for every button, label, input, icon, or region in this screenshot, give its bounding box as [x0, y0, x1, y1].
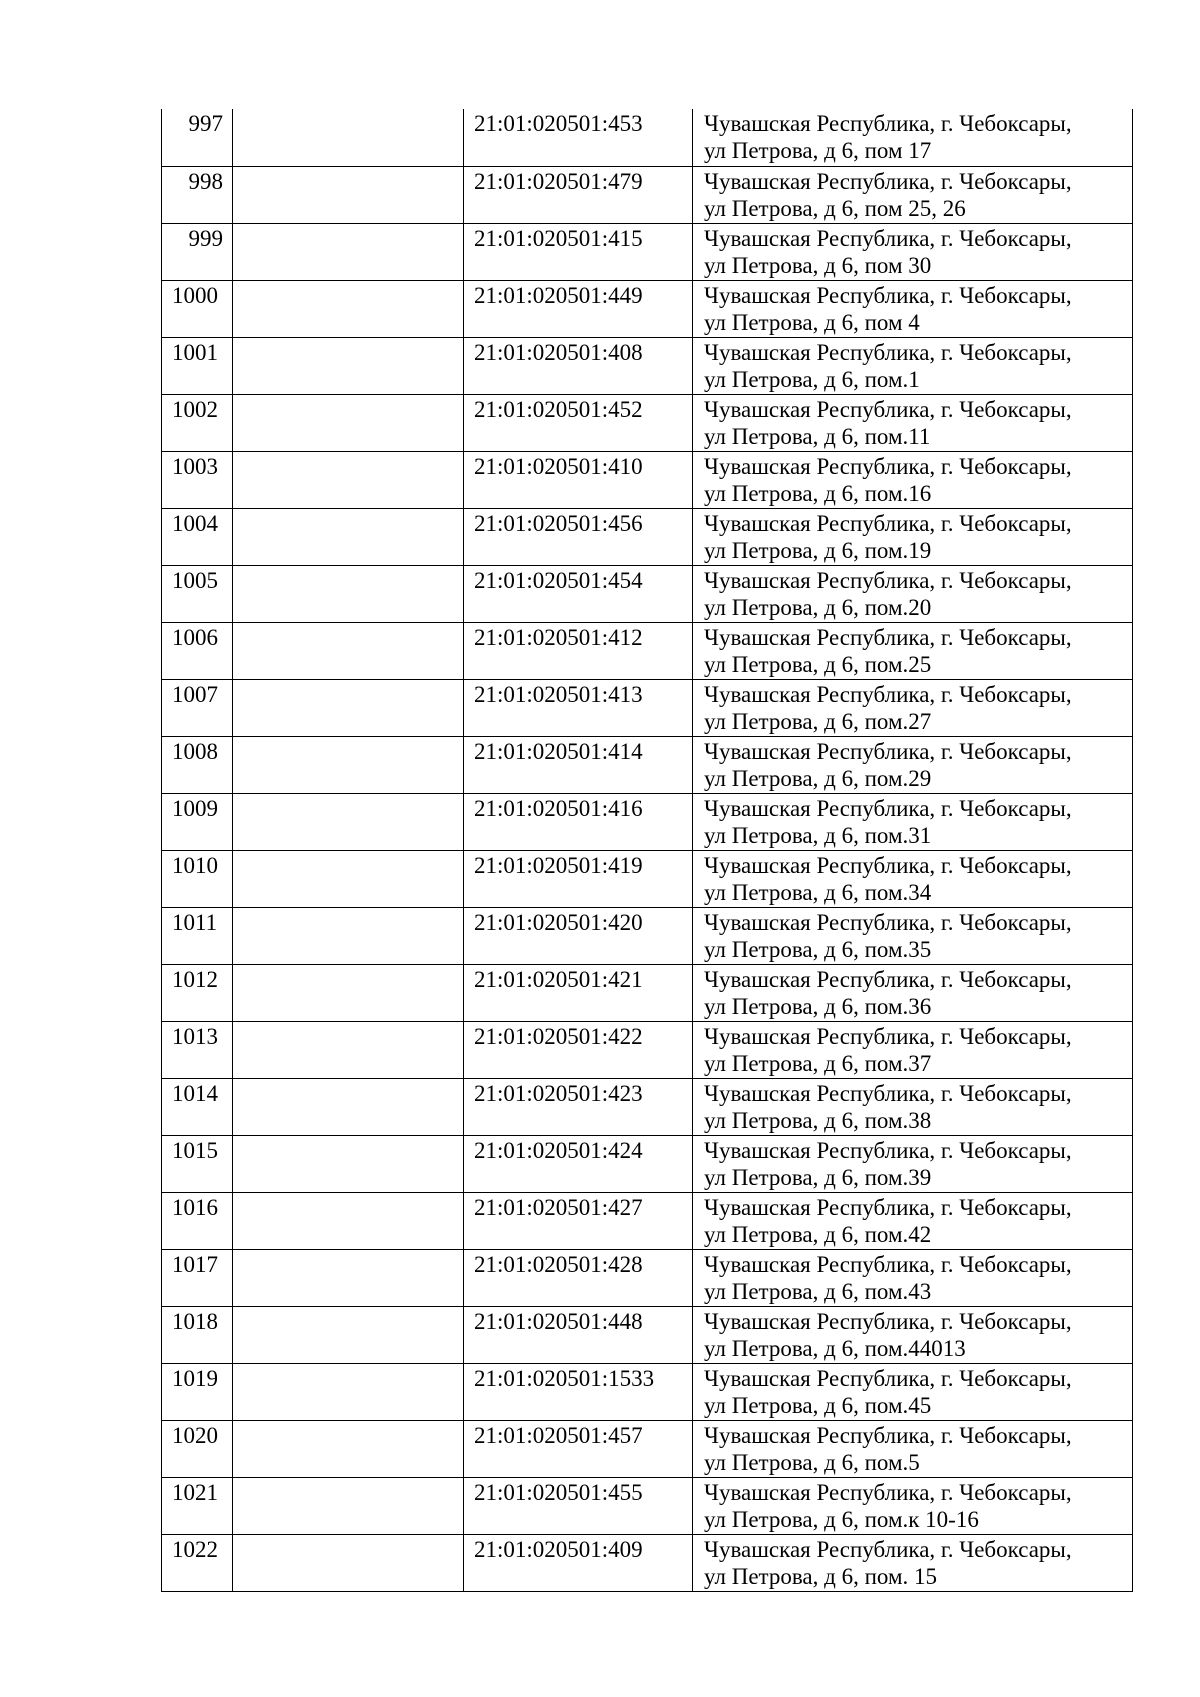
address-line-2: ул Петрова, д 6, пом.36 [704, 993, 932, 1019]
address-line-2: ул Петрова, д 6, пом.16 [704, 480, 932, 506]
table-row [162, 508, 1133, 565]
row-number: 1022 [162, 1534, 233, 1591]
cadastral-number: 21:01:020501:449 [464, 280, 693, 337]
address-line-1: Чувашская Республика, г. Чебоксары, [704, 225, 1072, 251]
address-line-1: Чувашская Республика, г. Чебоксары, [704, 282, 1072, 308]
row-number: 997 [162, 109, 233, 166]
empty-cell [233, 394, 464, 451]
empty-cell [233, 850, 464, 907]
address-line-2: ул Петрова, д 6, пом.19 [704, 537, 932, 563]
address-cell [693, 166, 1133, 223]
address-cell [693, 337, 1133, 394]
address-cell [693, 679, 1133, 736]
address-line-1: Чувашская Республика, г. Чебоксары, [704, 966, 1072, 992]
row-number: 1006 [162, 622, 233, 679]
address-cell [693, 1363, 1133, 1420]
cadastral-number: 21:01:020501:423 [464, 1078, 693, 1135]
row-number: 1005 [162, 565, 233, 622]
row-number: 1007 [162, 679, 233, 736]
address-line-2: ул Петрова, д 6, пом.20 [704, 594, 932, 620]
cadastral-number: 21:01:020501:455 [464, 1477, 693, 1534]
cadastral-number: 21:01:020501:420 [464, 907, 693, 964]
cadastral-number: 21:01:020501:453 [464, 109, 693, 166]
cadastral-number: 21:01:020501:415 [464, 223, 693, 280]
address-line-2: ул Петрова, д 6, пом.25 [704, 651, 932, 677]
address-line-1: Чувашская Республика, г. Чебоксары, [704, 738, 1072, 764]
address-cell [693, 850, 1133, 907]
address-line-2: ул Петрова, д 6, пом.29 [704, 765, 932, 791]
address-line-1: Чувашская Республика, г. Чебоксары, [704, 1023, 1072, 1049]
address-line-1: Чувашская Республика, г. Чебоксары, [704, 852, 1072, 878]
empty-cell [233, 565, 464, 622]
row-number: 1018 [162, 1306, 233, 1363]
empty-cell [233, 1249, 464, 1306]
empty-cell [233, 679, 464, 736]
address-line-2: ул Петрова, д 6, пом.31 [704, 822, 932, 848]
address-line-2: ул Петрова, д 6, пом.35 [704, 936, 932, 962]
row-number: 1004 [162, 508, 233, 565]
address-line-1: Чувашская Республика, г. Чебоксары, [704, 1479, 1072, 1505]
address-line-2: ул Петрова, д 6, пом.45 [704, 1392, 932, 1418]
property-table-body [162, 109, 1133, 1591]
empty-cell [233, 223, 464, 280]
empty-cell [233, 1306, 464, 1363]
address-cell [693, 1021, 1133, 1078]
table-row [162, 1420, 1133, 1477]
table-row [162, 793, 1133, 850]
table-row [162, 1477, 1133, 1534]
cadastral-number: 21:01:020501:427 [464, 1192, 693, 1249]
address-cell [693, 394, 1133, 451]
empty-cell [233, 964, 464, 1021]
empty-cell [233, 907, 464, 964]
address-line-2: ул Петрова, д 6, пом.39 [704, 1164, 932, 1190]
address-line-1: Чувашская Республика, г. Чебоксары, [704, 624, 1072, 650]
address-line-2: ул Петрова, д 6, пом.27 [704, 708, 932, 734]
table-row [162, 907, 1133, 964]
table-row [162, 223, 1133, 280]
table-row [162, 1534, 1133, 1591]
table-row [162, 451, 1133, 508]
address-line-1: Чувашская Республика, г. Чебоксары, [704, 168, 1072, 194]
cadastral-number: 21:01:020501:416 [464, 793, 693, 850]
row-number: 1020 [162, 1420, 233, 1477]
cadastral-number: 21:01:020501:412 [464, 622, 693, 679]
cadastral-number: 21:01:020501:1533 [464, 1363, 693, 1420]
cadastral-number: 21:01:020501:454 [464, 565, 693, 622]
empty-cell [233, 622, 464, 679]
row-number: 1015 [162, 1135, 233, 1192]
address-line-1: Чувашская Республика, г. Чебоксары, [704, 795, 1072, 821]
empty-cell [233, 1021, 464, 1078]
address-cell [693, 793, 1133, 850]
address-line-1: Чувашская Республика, г. Чебоксары, [704, 1536, 1072, 1562]
row-number: 1016 [162, 1192, 233, 1249]
address-cell [693, 1249, 1133, 1306]
row-number: 1002 [162, 394, 233, 451]
row-number: 1013 [162, 1021, 233, 1078]
address-cell [693, 1420, 1133, 1477]
address-cell [693, 736, 1133, 793]
empty-cell [233, 508, 464, 565]
table-row [162, 109, 1133, 166]
address-cell [693, 565, 1133, 622]
address-line-1: Чувашская Республика, г. Чебоксары, [704, 339, 1072, 365]
address-line-1: Чувашская Республика, г. Чебоксары, [704, 681, 1072, 707]
row-number: 998 [162, 166, 233, 223]
cadastral-number: 21:01:020501:408 [464, 337, 693, 394]
address-cell [693, 1135, 1133, 1192]
address-line-1: Чувашская Республика, г. Чебоксары, [704, 510, 1072, 536]
address-line-1: Чувашская Республика, г. Чебоксары, [704, 1251, 1072, 1277]
address-line-1: Чувашская Республика, г. Чебоксары, [704, 1194, 1072, 1220]
address-line-1: Чувашская Республика, г. Чебоксары, [704, 567, 1072, 593]
cadastral-number: 21:01:020501:456 [464, 508, 693, 565]
address-cell [693, 1306, 1133, 1363]
cadastral-number: 21:01:020501:479 [464, 166, 693, 223]
address-cell [693, 1534, 1133, 1591]
table-row [162, 166, 1133, 223]
address-line-2: ул Петрова, д 6, пом.5 [704, 1449, 920, 1475]
table-row [162, 1192, 1133, 1249]
table-row [162, 622, 1133, 679]
address-cell [693, 1477, 1133, 1534]
empty-cell [233, 1363, 464, 1420]
cadastral-number: 21:01:020501:419 [464, 850, 693, 907]
cadastral-number: 21:01:020501:422 [464, 1021, 693, 1078]
address-line-2: ул Петрова, д 6, пом 17 [704, 138, 932, 163]
table-row [162, 1078, 1133, 1135]
row-number: 1017 [162, 1249, 233, 1306]
property-table [161, 109, 1133, 1592]
address-line-2: ул Петрова, д 6, пом.37 [704, 1050, 932, 1076]
empty-cell [233, 280, 464, 337]
address-cell [693, 223, 1133, 280]
address-line-2: ул Петрова, д 6, пом 4 [704, 309, 920, 335]
address-line-2: ул Петрова, д 6, пом 25, 26 [704, 195, 966, 221]
row-number: 1003 [162, 451, 233, 508]
row-number: 1008 [162, 736, 233, 793]
row-number: 1021 [162, 1477, 233, 1534]
empty-cell [233, 1135, 464, 1192]
address-line-1: Чувашская Республика, г. Чебоксары, [704, 1308, 1072, 1334]
empty-cell [233, 736, 464, 793]
cadastral-number: 21:01:020501:448 [464, 1306, 693, 1363]
address-line-2: ул Петрова, д 6, пом.43 [704, 1278, 932, 1304]
address-line-1: Чувашская Республика, г. Чебоксары, [704, 396, 1072, 422]
address-line-2: ул Петрова, д 6, пом.34 [704, 879, 932, 905]
empty-cell [233, 337, 464, 394]
address-line-2: ул Петрова, д 6, пом.11 [704, 423, 931, 449]
address-cell [693, 280, 1133, 337]
table-row [162, 850, 1133, 907]
address-line-1: Чувашская Республика, г. Чебоксары, [704, 1137, 1072, 1163]
table-row [162, 337, 1133, 394]
address-cell [693, 508, 1133, 565]
address-line-1: Чувашская Республика, г. Чебоксары, [704, 909, 1072, 935]
table-row [162, 1249, 1133, 1306]
row-number: 1009 [162, 793, 233, 850]
table-row [162, 1363, 1133, 1420]
row-number: 1014 [162, 1078, 233, 1135]
row-number: 1011 [162, 907, 233, 964]
cadastral-number: 21:01:020501:414 [464, 736, 693, 793]
address-cell [693, 622, 1133, 679]
empty-cell [233, 793, 464, 850]
address-line-2: ул Петрова, д 6, пом.1 [704, 366, 920, 392]
address-line-2: ул Петрова, д 6, пом. 15 [704, 1563, 938, 1589]
address-line-2: ул Петрова, д 6, пом.к 10-16 [704, 1506, 979, 1532]
row-number: 1012 [162, 964, 233, 1021]
address-line-1: Чувашская Республика, г. Чебоксары, [704, 1080, 1072, 1106]
cadastral-number: 21:01:020501:421 [464, 964, 693, 1021]
address-line-1: Чувашская Республика, г. Чебоксары, [704, 1422, 1072, 1448]
table-row [162, 1306, 1133, 1363]
address-cell [693, 907, 1133, 964]
cadastral-number: 21:01:020501:409 [464, 1534, 693, 1591]
empty-cell [233, 451, 464, 508]
cadastral-number: 21:01:020501:428 [464, 1249, 693, 1306]
cadastral-number: 21:01:020501:413 [464, 679, 693, 736]
row-number: 1000 [162, 280, 233, 337]
table-row [162, 679, 1133, 736]
address-line-2: ул Петрова, д 6, пом.44013 [704, 1335, 966, 1361]
address-line-2: ул Петрова, д 6, пом.42 [704, 1221, 932, 1247]
table-row [162, 1135, 1133, 1192]
table-row [162, 280, 1133, 337]
cadastral-number: 21:01:020501:457 [464, 1420, 693, 1477]
row-number: 1019 [162, 1363, 233, 1420]
row-number: 999 [162, 223, 233, 280]
empty-cell [233, 1420, 464, 1477]
table-row [162, 736, 1133, 793]
address-cell [693, 109, 1133, 166]
empty-cell [233, 1534, 464, 1591]
address-cell [693, 1078, 1133, 1135]
address-line-1: Чувашская Республика, г. Чебоксары, [704, 111, 1072, 136]
cadastral-number: 21:01:020501:410 [464, 451, 693, 508]
table-row [162, 394, 1133, 451]
table-row [162, 1021, 1133, 1078]
empty-cell [233, 1477, 464, 1534]
empty-cell [233, 109, 464, 166]
table-row [162, 964, 1133, 1021]
address-line-2: ул Петрова, д 6, пом.38 [704, 1107, 932, 1133]
address-cell [693, 1192, 1133, 1249]
row-number: 1001 [162, 337, 233, 394]
address-cell [693, 964, 1133, 1021]
address-line-1: Чувашская Республика, г. Чебоксары, [704, 1365, 1072, 1391]
empty-cell [233, 166, 464, 223]
table-row [162, 565, 1133, 622]
empty-cell [233, 1192, 464, 1249]
cadastral-number: 21:01:020501:424 [464, 1135, 693, 1192]
address-line-1: Чувашская Республика, г. Чебоксары, [704, 453, 1072, 479]
empty-cell [233, 1078, 464, 1135]
cadastral-number: 21:01:020501:452 [464, 394, 693, 451]
address-line-2: ул Петрова, д 6, пом 30 [704, 252, 932, 278]
row-number: 1010 [162, 850, 233, 907]
address-cell [693, 451, 1133, 508]
